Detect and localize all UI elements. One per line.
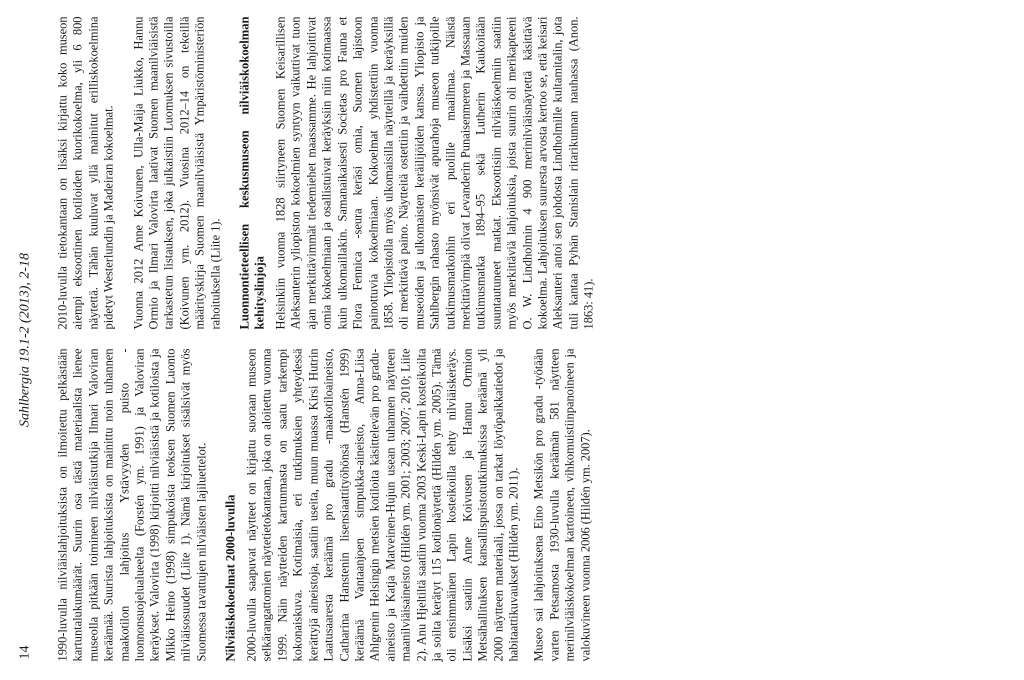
paragraph: Vuonna 2012 Anne Koivunen, Ulla-Maija Liukko, Hannu Ormio ja Ilmari Valovirta laativat Suomen maanilviäisistä tarkastetun listauksen, joka julkaistiin Luomuksen sivustoilla (Koivunen ym. 2012). Vuosina 2012–14 on tekeillä määrityskirja Suomen maanilviäisistä Ympäristöministeriön rahoituksella (Liite 1). [131, 16, 223, 330]
page-number: 14 [17, 645, 33, 660]
page-header [16, 1, 36, 680]
section-heading: Luonnontieteellisen keskusmuseon nilviäiskokoelman kehityslinjoja [237, 16, 267, 330]
right-column [56, 17, 1010, 330]
running-head: Sahlbergia 19.1-2 (2013), 2-18 [17, 252, 33, 428]
document-page [0, 1, 1024, 680]
left-column [56, 349, 1010, 662]
paragraph: 1990-luvulla nilviäislahjoituksista on ilmoitettu pelkästään kartuntalukumäärät. Suurin osa tästä materiaalista lienee museolla pitkään toimineen nilviäistutkija Ilmari Valoviran keräämää. Suurista lahjoituksista on mainittu noin tuhannen maakotilon lahjoitus Ystävyyden puisto -luonnonsuojelualueelta (Forstén ym. 1991) ja Valoviran keräykset. Valovirta (1998) kirjoitti nilviäisistä ja kotiloista ja Mikko Heino (1998) simpukoista teoksen Suomen Luonto nilviäisosuudet (Liite 1). Nämä kirjoitukset sisälsivät myös Suomessa tavattujen nilviäisten lajiluettelot. [55, 348, 209, 662]
paragraph: Museo sai lahjoituksena Eino Metsikön pro gradu -työtään varten Petsamosta 1930-luvulla keräämän 581 näytteen merinilviäiskokoelman kartoineen, vihkomuistiinpanoineen ja valokuvineen vuonna 2006 (Hildén ym. 2007). [531, 348, 593, 662]
section-heading: Nilviäiskokoelmat 2000-luvulla [223, 494, 238, 662]
paragraph: 2010-luvulla tietokantaan on lisäksi kirjattu koko museon aiempi eksoottinen kotiloiden kuorikokoelma, yli 6 800 näytettä. Tähän kuuluvat yllä mainitut erilliskokoelmina pidetyt Westerlundin ja Madeiran kokoelmat. [55, 16, 116, 330]
paragraph: 2000-luvulla saapuvat näytteet on kirjattu suoraan museon selkärangattomien näytetietokantaan, joka on aloitettu vuonna 1999. Näin näytteiden kartunmasta on saatu tarkempi kokonaiskuva. Kotimaisia, eri tutkimuksien yhteydessä kerättyjä aineistoja, saatiin useita, muun muassa Kirsi Hutrin Laatusaaresta keräämä pro gradu -maakotiloaineisto, Catharina Hanstenin lisensiaattityöhönsä (Hanstén 1999) keräämä Vantaanjoen simpukka-aineisto, Anna-Liisa Ahlgrenin Helsingin metsien kotiloita käsittelevän pro gradu-aineisto ja Katja Matveinen-Hujun usean tuhannen näytteen maanilviäisaineisto (Hildén ym. 2001; 2003; 2007; 2010; Liite 2). Anu Hjeltiltä saatiin vuonna 2003 Keski-Lapin kosteikoilta ja soilta kerätyt 115 kotilonäytettä (Hildén ym. 2005). Tämä oli ensimmäinen Lapin kosteikoilla tehty nilviäiskeräys. Lisäksi saatiin Anne Koivusen ja Hannu Ormion Metsähallituksen kansallispuistotutkimuksissa keräämä yli 2000 näytteen materiaali, jossa on tarkat löytöpaikkatiedot ja habitaattikuvaukset (Hildén ym. 2011). [244, 348, 521, 662]
paragraph: Helsinkiin vuonna 1828 siirtyneen Suomen Keisarillisen Aleksanterin yliopiston kokoelmien syntyyn vaikuttivat tuon ajan merkittävimmät tiedemiehet maassamme. He lahjoittivat omia kokoelmiaan ja osallistuivat keräyksiin niin kotimaassa kuin ulkomaillakin. Samanaikaisesti Societas pro Fauna et Flora Fennica -seura keräsi omia, Suomen lajistoon painottuvia kokoelmiaan. Kokoelmat yhdistettiin vuonna 1858. Yliopistolla myös ulkomaisilla näytteillä ja keräyksillä oli merkittävä paino. Näytteitä ostettiin ja vaihdettiin muiden museoiden ja ulkomaisten keräilijöiden kanssa. Yliopisto ja Sahlbergin rahasto myönsivät apurahoja museon tutkijoille tutkimusmatkoihin eri puolille maailmaa. Näistä merkittävimpiä olivat Levanderin Punaisenmeren ja Massauan tutkimusmatka 1894–95 sekä Lutherin Kaukoitään suuntautuneet matkat. Eksoottisiin nilviäiskoelmiin saatiin myös merkittäviä lahjoituksia, joista suurin oli merikapteeni O. W. Lindholmin 4 900 merinilviäisnäytettä käsittävä kokoelma. Lahjoituksen suuresta arvosta kertoo se, että keisari Aleksanteri antoi sen johdosta Lindholmille kultamitalin, jota tuli kantaa Pyhän Stanislain ritarikunnan nauhassa (Anon. 1863: 41). [273, 16, 596, 330]
